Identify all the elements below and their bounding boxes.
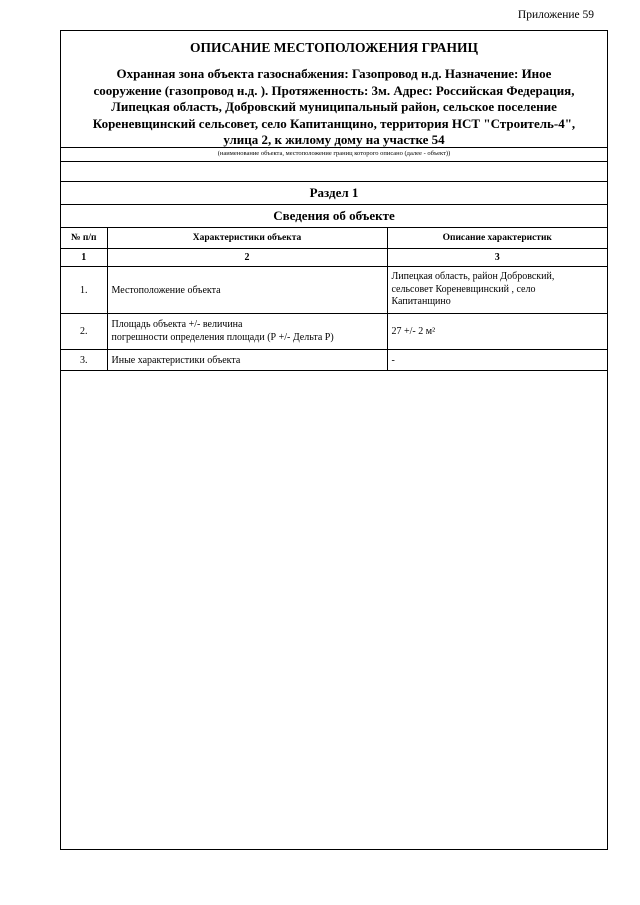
section-title: Раздел 1 <box>61 181 607 204</box>
characteristic-line: Площадь объекта +/- величина <box>111 319 243 330</box>
description-line: - <box>391 354 395 366</box>
object-info-table <box>61 227 607 371</box>
row-number: 2. <box>61 314 107 350</box>
row-description <box>387 267 607 314</box>
characteristic-line: погрешности определения площади (Р +/- Дельта Р) <box>111 331 334 343</box>
characteristic-line: Местоположение объекта <box>111 284 221 296</box>
header-cell-characteristic: Характеристики объекта <box>107 228 387 249</box>
characteristic-line: Иные характеристики объекта <box>111 354 241 366</box>
object-description <box>61 58 607 147</box>
row-characteristic <box>107 350 387 371</box>
number-cell: 1 <box>61 249 107 267</box>
row-characteristic <box>107 314 387 350</box>
number-cell: 2 <box>107 249 387 267</box>
description-line: Капитанщино <box>391 296 451 308</box>
object-line: Кореневщинский сельсовет, село Капитанщино, территория НСТ "Строитель-4", <box>92 115 576 131</box>
document-frame <box>60 30 608 850</box>
description-line: Липецкая область, район Добровский, <box>391 271 555 283</box>
table-row <box>61 350 607 371</box>
object-line: Липецкая область, Добровский муниципальный район, сельское поселение <box>111 99 557 114</box>
header-cell-number: № п/п <box>61 228 107 249</box>
description-line: сельсовет Кореневщинский , село <box>391 283 536 295</box>
table-header-row <box>61 228 607 249</box>
document-title: ОПИСАНИЕ МЕСТОПОЛОЖЕНИЯ ГРАНИЦ <box>190 40 478 55</box>
object-line: улица 2, к жилому дому на участке 54 <box>223 132 445 147</box>
row-characteristic <box>107 267 387 314</box>
table-number-row <box>61 249 607 267</box>
spacer-row <box>61 161 607 181</box>
row-description <box>387 314 607 350</box>
number-cell: 3 <box>387 249 607 267</box>
row-number: 1. <box>61 267 107 314</box>
table-row <box>61 267 607 314</box>
object-line: Охранная зона объекта газоснабжения: Газопровод н.д. Назначение: Иное <box>116 66 552 81</box>
header-cell-description: Описание характеристик <box>387 228 607 249</box>
row-description <box>387 350 607 371</box>
description-line: 27 +/- 2 м² <box>391 326 436 337</box>
table-row <box>61 314 607 350</box>
appendix-label: Приложение 59 <box>517 9 594 21</box>
object-note: (наименование объекта, местоположение границ которого описано (далее - объект)) <box>61 147 607 161</box>
row-number: 3. <box>61 350 107 371</box>
object-line: сооружение (газопровод н.д. ). Протяженность: 3м. Адрес: Российская Федерация, <box>93 82 575 98</box>
subsection-title: Сведения об объекте <box>61 204 607 227</box>
